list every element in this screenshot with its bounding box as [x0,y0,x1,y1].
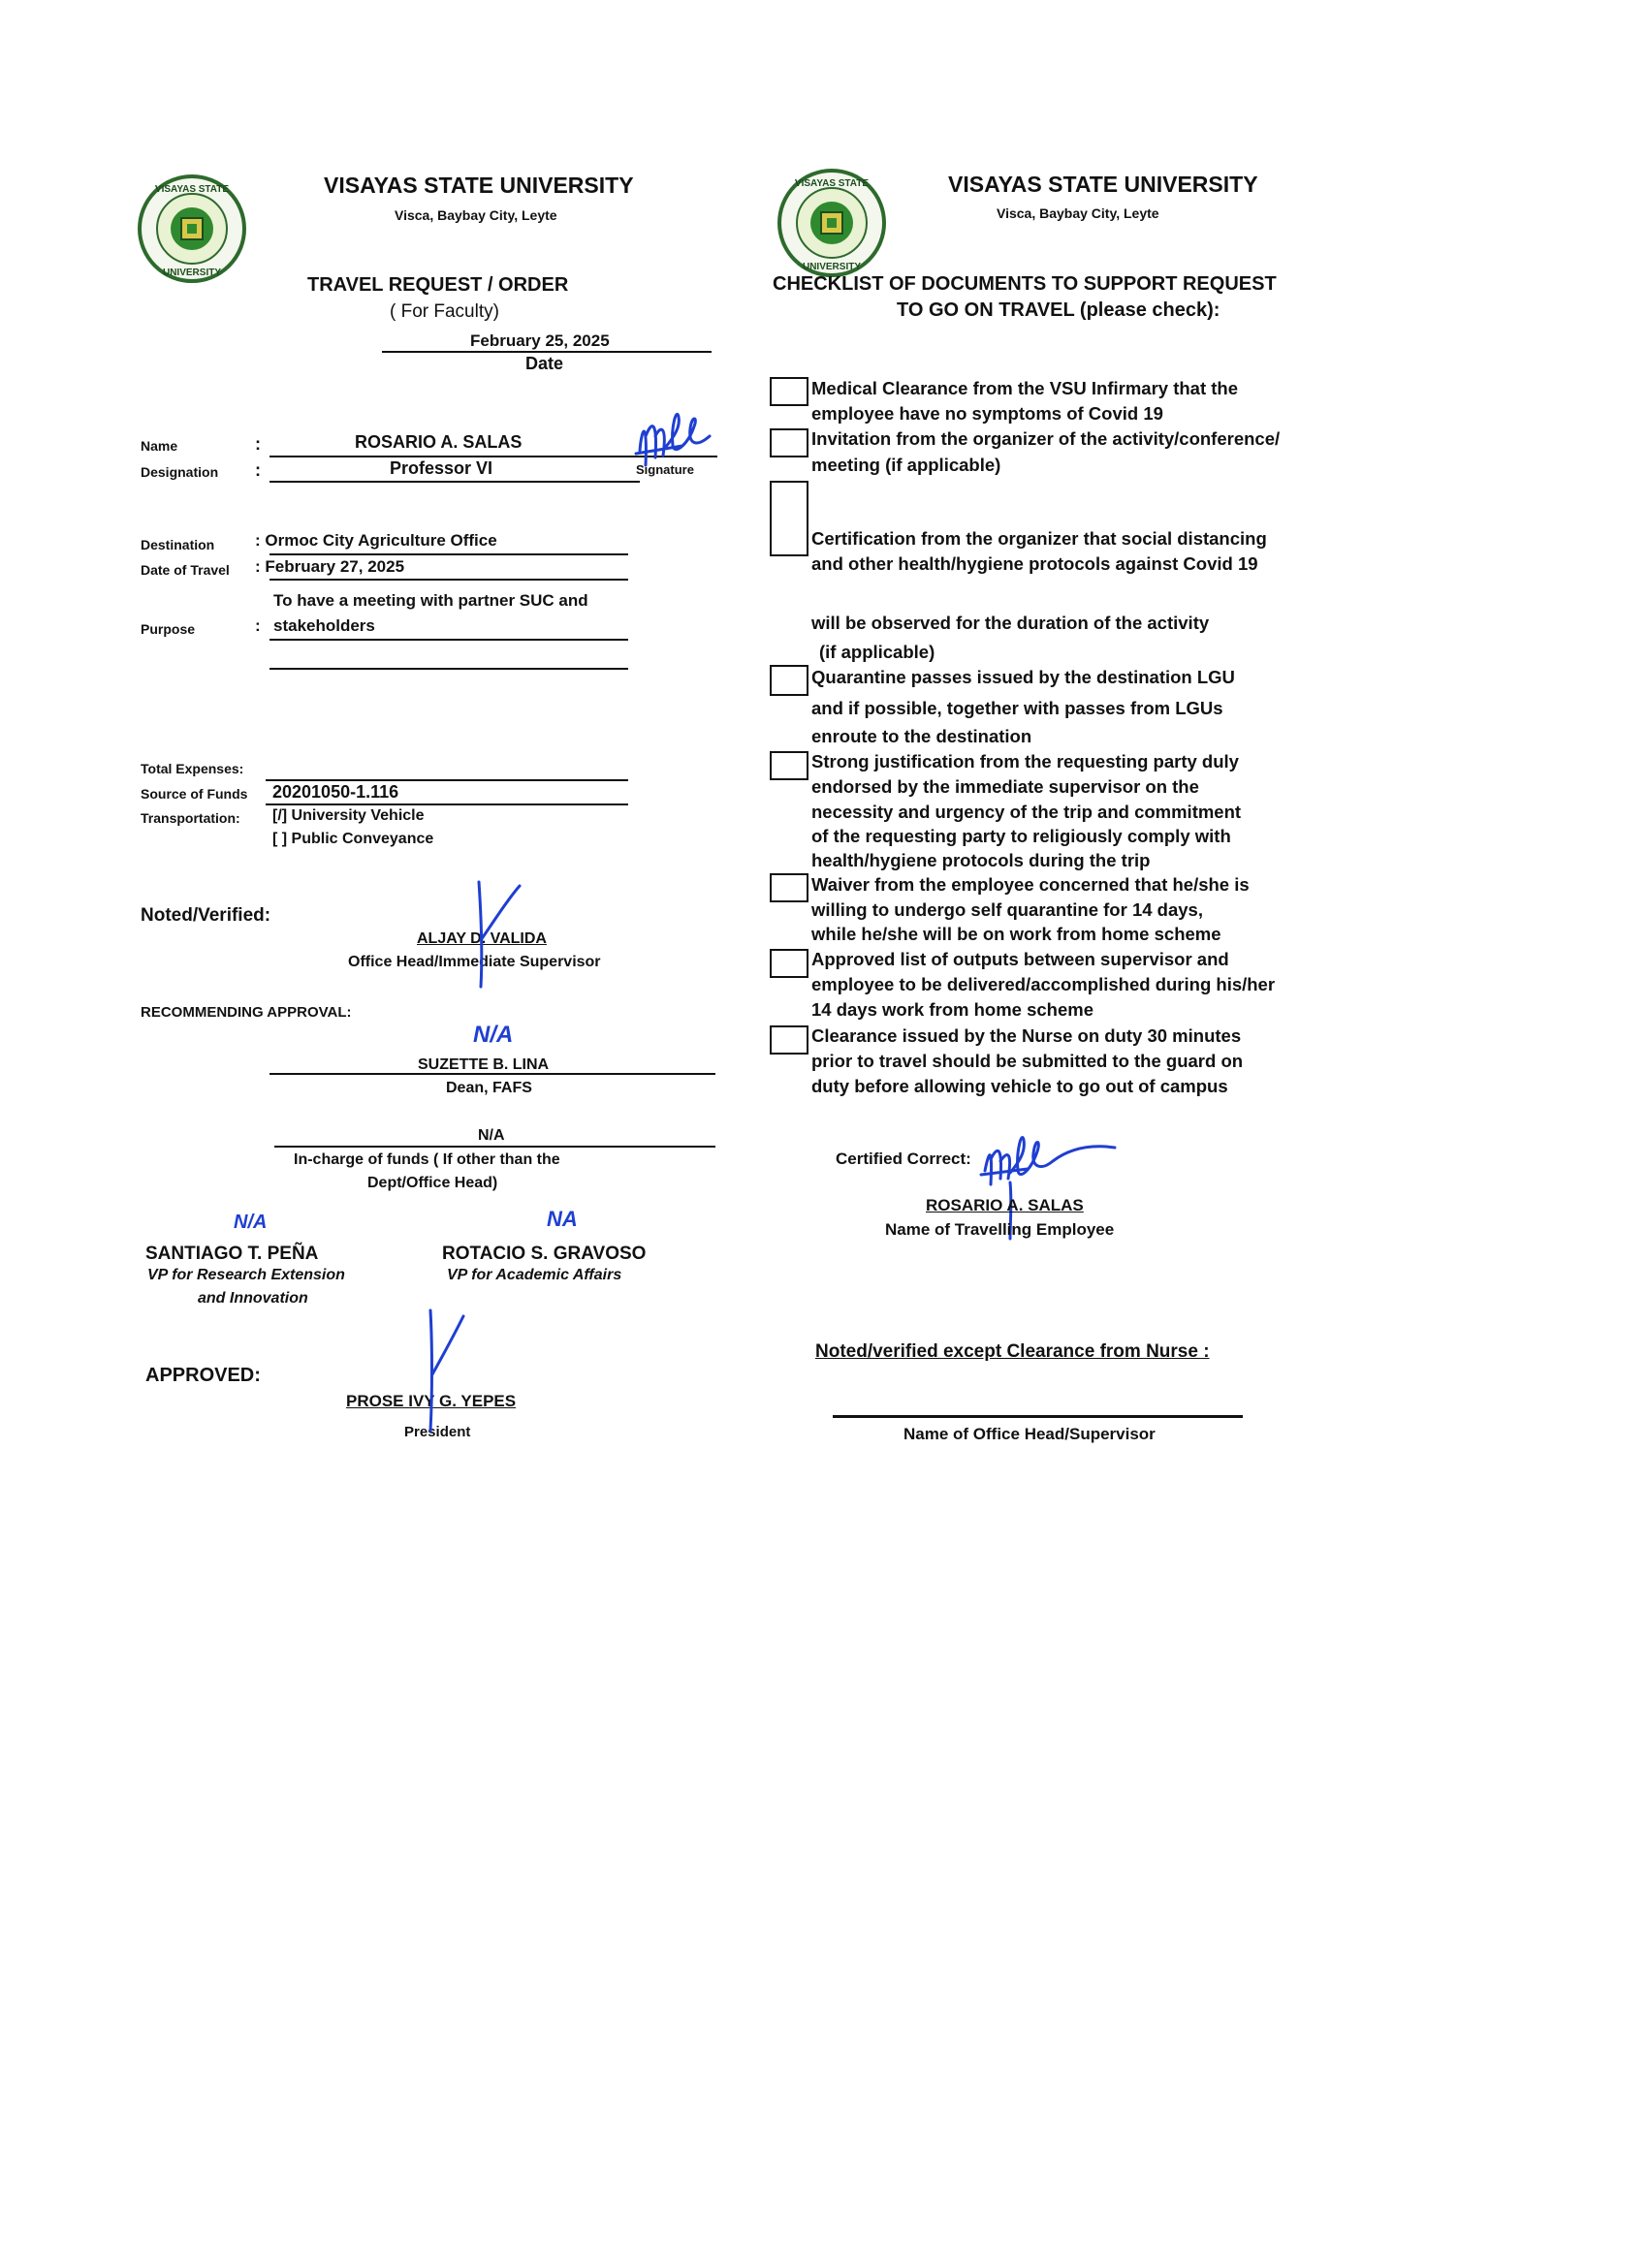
president-name: PROSE IVY G. YEPES [346,1392,517,1410]
checkbox-nurse-clearance[interactable] [770,1025,808,1055]
vp2-name: ROTACIO S. GRAVOSO [442,1244,647,1264]
vp1-title-2: and Innovation [198,1290,308,1307]
university-name-right: VISAYAS STATE UNIVERSITY [948,172,1258,197]
checklist-line: will be observed for the duration of the activity [811,613,1210,633]
checklist-line: Strong justification from the requesting party duly [811,751,1239,772]
vp1-title-1: VP for Research Extension [147,1267,345,1283]
approved-label: APPROVED: [145,1365,261,1386]
checklist-line: enroute to the destination [811,726,1032,746]
university-name: VISAYAS STATE UNIVERSITY [324,173,634,198]
source-of-funds-value: 20201050-1.116 [272,782,399,802]
checklist-line: employee have no symptoms of Covid 19 [811,403,1163,424]
seal-text-bottom: UNIVERSITY [162,268,222,278]
checklist-line: meeting (if applicable) [811,455,1001,475]
checklist-line: Certification from the organizer that social distancing [811,528,1267,549]
checklist-line: Clearance issued by the Nurse on duty 30 minutes [811,1025,1242,1046]
checklist-line: Medical Clearance from the VSU Infirmary that the [811,378,1239,398]
checkbox-strong-justification[interactable] [770,751,808,780]
checklist-line: 14 days work from home scheme [811,999,1093,1020]
transportation-label: Transportation: [141,810,240,826]
checklist-line: necessity and urgency of the trip and commitment [811,802,1242,822]
president-signature [421,1307,469,1433]
seal-text-bottom: UNIVERSITY [802,262,862,272]
recommending-na-mark: N/A [473,1022,514,1048]
supervisor-title: Office Head/Immediate Supervisor [348,954,601,970]
supervisor-name: ALJAY D. VALIDA [417,930,547,947]
checklist-line: of the requesting party to religiously comply with [811,826,1231,846]
checklist-line: endorsed by the immediate supervisor on the [811,776,1199,797]
designation-colon: : [255,460,261,480]
employee-title: Name of Travelling Employee [885,1220,1115,1239]
president-title: President [404,1424,471,1440]
designation-value: Professor VI [390,458,493,478]
dean-title: Dean, FAFS [446,1080,532,1096]
checklist-line: Invitation from the organizer of the activity/conference/ [811,428,1281,449]
checklist-line: Waiver from the employee concerned that he/she is [811,874,1250,895]
name-colon: : [255,434,261,454]
checklist-line: willing to undergo self quarantine for 14 days, [811,899,1203,920]
form-subtitle: ( For Faculty) [390,301,499,322]
university-seal-right [776,167,888,279]
noted-verified-label: Noted/Verified: [141,905,271,926]
certified-correct-label: Certified Correct: [836,1150,971,1168]
recommending-approval-label: RECOMMENDING APPROVAL: [141,1004,352,1021]
employee-name: ROSARIO A. SALAS [926,1196,1084,1214]
checklist-line: employee to be delivered/accomplished during his/her [811,974,1276,994]
checklist-title-2: TO GO ON TRAVEL (please check): [897,299,1220,321]
destination-value: : Ormoc City Agriculture Office [255,531,497,550]
date-of-travel-label: Date of Travel [141,562,230,578]
vp2-title: VP for Academic Affairs [447,1267,622,1283]
checkbox-certification[interactable] [770,481,808,556]
designation-label: Designation [141,464,219,480]
checklist-title-1: CHECKLIST OF DOCUMENTS TO SUPPORT REQUEST [773,273,1277,295]
checkbox-medical-clearance[interactable] [770,377,808,406]
destination-label: Destination [141,537,215,552]
checklist-line: Quarantine passes issued by the destination LGU [811,667,1235,687]
supervisor-signature [471,872,529,989]
vp2-na-mark: NA [547,1207,578,1231]
checklist-line: while he/she will be on work from home scheme [811,924,1221,944]
purpose-line-1: To have a meeting with partner SUC and [273,591,588,610]
source-of-funds-label: Source of Funds [141,786,248,802]
signature-label: Signature [636,462,694,477]
purpose-label: Purpose [141,621,196,637]
checklist-line: and other health/hygiene protocols against Covid 19 [811,553,1258,574]
checkbox-quarantine-passes[interactable] [770,665,808,696]
checklist-line: (if applicable) [819,642,935,662]
incharge-line-1: In-charge of funds ( If other than the [294,1151,560,1168]
checklist-line: duty before allowing vehicle to go out of campus [811,1076,1228,1096]
checklist-line: Approved list of outputs between supervisor and [811,949,1229,969]
university-address: Visca, Baybay City, Leyte [395,207,557,223]
date-value: February 25, 2025 [470,331,610,350]
university-seal-left [136,173,248,285]
checkbox-invitation[interactable] [770,428,808,457]
vp1-na-mark: N/A [234,1212,268,1233]
dean-name: SUZETTE B. LINA [418,1056,550,1073]
transport-public-conveyance: [ ] Public Conveyance [272,831,434,847]
date-label: Date [525,354,564,373]
purpose-colon: : [255,616,261,635]
checkbox-approved-list[interactable] [770,949,808,978]
applicant-signature [632,397,729,489]
seal-text-top: VISAYAS STATE [154,184,230,195]
checklist-line: prior to travel should be submitted to the guard on [811,1051,1244,1071]
date-of-travel-value: : February 27, 2025 [255,557,405,576]
purpose-line-2: stakeholders [273,616,375,635]
transport-university-vehicle: [/] University Vehicle [272,807,425,824]
noted-except-label: Noted/verified except Clearance from Nurse : [815,1341,1210,1362]
total-expenses-label: Total Expenses: [141,761,244,776]
office-head-label: Name of Office Head/Supervisor [903,1425,1156,1443]
checkbox-waiver[interactable] [770,873,808,902]
seal-text-top: VISAYAS STATE [794,178,870,189]
incharge-line-2: Dept/Office Head) [367,1175,498,1191]
name-label: Name [141,438,178,454]
university-address-right: Visca, Baybay City, Leyte [997,205,1159,221]
checklist-line: and if possible, together with passes from LGUs [811,698,1223,718]
form-title: TRAVEL REQUEST / ORDER [307,274,569,296]
incharge-value: N/A [478,1127,505,1144]
name-value: ROSARIO A. SALAS [355,432,523,452]
vp1-name: SANTIAGO T. PEÑA [145,1244,319,1264]
checklist-line: health/hygiene protocols during the trip [811,850,1151,870]
